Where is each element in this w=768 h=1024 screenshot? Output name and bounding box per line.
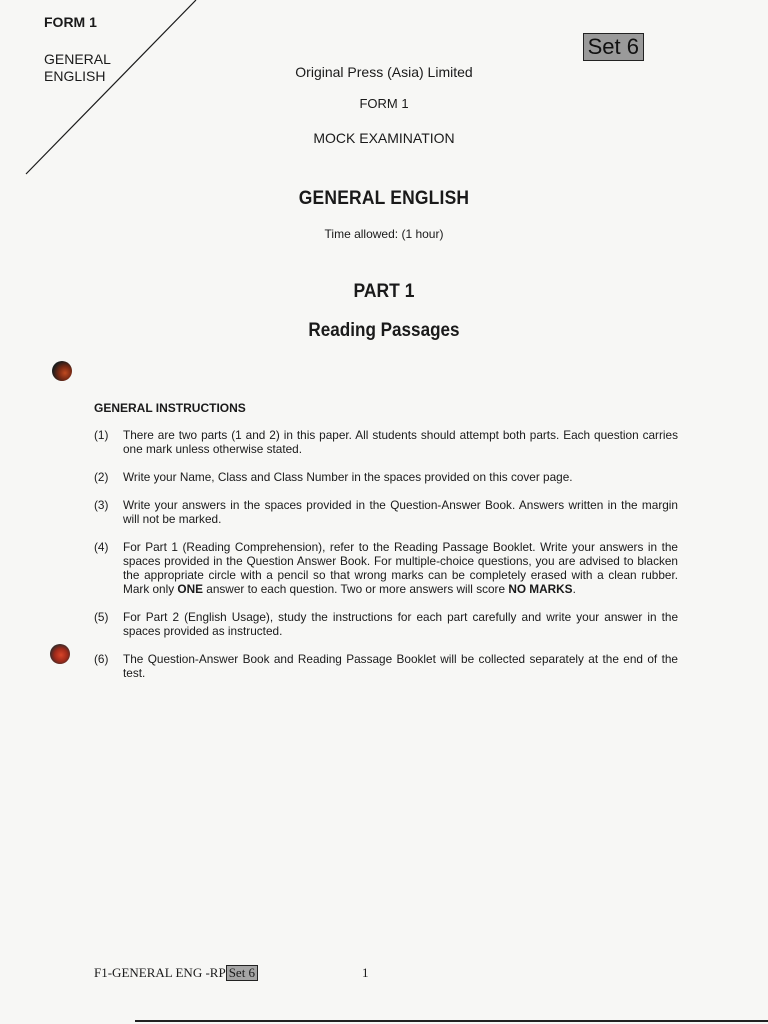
instruction-item (94, 540, 678, 596)
instruction-emphasis: ONE (177, 582, 203, 596)
instruction-text: Write your answers in the spaces provided in the Question-Answer Book. Answers written in the margin will not be marked. (123, 498, 678, 526)
punch-hole (52, 361, 72, 381)
instruction-text-part: . (572, 582, 576, 596)
instruction-text (123, 540, 678, 596)
instruction-emphasis: NO MARKS (508, 582, 573, 596)
instruction-text: There are two parts (1 and 2) in this paper. All students should attempt both parts. Each question carries one mark unless otherwise stated. (123, 428, 678, 456)
bottom-rule (135, 1020, 768, 1022)
corner-subject-line2: ENGLISH (44, 68, 106, 84)
instruction-number: (3) (94, 498, 109, 512)
time-allowed: Time allowed: (1 hour) (324, 227, 444, 241)
set-badge: Set 6 (583, 33, 644, 61)
footer-code-text: F1-GENERAL ENG -RP (94, 965, 226, 980)
publisher: Original Press (Asia) Limited (295, 64, 473, 80)
form-heading: FORM 1 (359, 96, 409, 111)
instruction-text-part: answer to each question. Two or more answers will score (203, 582, 509, 596)
instruction-number: (5) (94, 610, 109, 624)
instruction-number: (2) (94, 470, 109, 484)
corner-subject-line1: GENERAL (44, 51, 111, 67)
corner-diagonal-line (0, 0, 200, 180)
instruction-number: (1) (94, 428, 109, 442)
part-title: PART 1 (353, 281, 415, 302)
instruction-text: For Part 2 (English Usage), study the instructions for each part carefully and write your answer in the spaces provided as instructed. (123, 610, 678, 638)
corner-form-label: FORM 1 (44, 14, 97, 30)
instruction-text-part: For Part 1 (Reading Comprehension), refer to the Reading Passage Booklet. Write your answers in the spaces provided in the Question Answer Book. For multiple-choice questions, you are advised to blacken the appropriate circle with a pencil so that wrong marks can be completely erased with a clean rubber. Mark only (123, 540, 678, 596)
instruction-number: (6) (94, 652, 109, 666)
punch-hole (50, 644, 70, 664)
instruction-number: (4) (94, 540, 109, 554)
footer-set-badge: Set 6 (226, 965, 258, 981)
instruction-item (94, 470, 678, 484)
instruction-item (94, 610, 678, 638)
instructions-heading: GENERAL INSTRUCTIONS (94, 401, 246, 415)
instruction-text: Write your Name, Class and Class Number in the spaces provided on this cover page. (123, 470, 573, 484)
instruction-item (94, 428, 678, 456)
exam-title: GENERAL ENGLISH (298, 188, 470, 209)
part-subtitle: Reading Passages (308, 320, 460, 341)
exam-type: MOCK EXAMINATION (313, 130, 455, 146)
instruction-text: The Question-Answer Book and Reading Passage Booklet will be collected separately at the end of the test. (123, 652, 678, 680)
instruction-item (94, 652, 678, 680)
footer-code (94, 965, 258, 981)
page-number: 1 (362, 965, 369, 980)
instruction-item (94, 498, 678, 526)
